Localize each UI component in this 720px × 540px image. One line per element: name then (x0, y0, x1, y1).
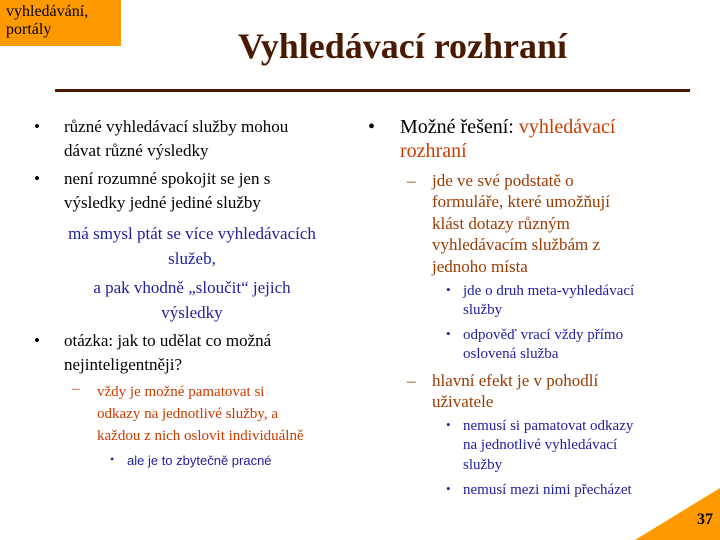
bullet-icon: • (446, 481, 451, 496)
left-bullet-2-line1: není rozumné spokojit se jen s (64, 169, 271, 188)
right-d1-line5: jednoho místa (432, 257, 528, 276)
right-s3-line2: na jednotlivé vyhledávací (463, 437, 618, 453)
note-line1: má smysl ptát se více vyhledávacích (68, 224, 316, 243)
bullet-icon: • (34, 331, 40, 350)
right-d2-line2: uživatele (432, 392, 494, 411)
bullet-icon: • (446, 326, 451, 341)
left-bullet-2-line2: výsledky jedné jediné služby (64, 193, 261, 212)
left-subsub: ale je to zbytečně pracné (127, 453, 272, 468)
left-sub-line1: vždy je možné pamatovat si (97, 384, 265, 400)
left-bullet-1-line1: různé vyhledávací služby mohou (64, 117, 289, 136)
section-tag-line1: vyhledávání, (6, 3, 89, 20)
note-line4: výsledky (161, 303, 223, 322)
right-s2-line2: oslovená služba (463, 346, 559, 362)
right-s4: nemusí mezi nimi přecházet (463, 482, 632, 498)
note-line2: služeb, (168, 249, 216, 268)
left-bullet-3-line1: otázka: jak to udělat co možná (64, 331, 272, 350)
section-tag (0, 0, 121, 46)
right-main-line1 (400, 114, 615, 140)
dash-icon: – (72, 381, 80, 397)
left-sub-line2: odkazy na jednotlivé služby, a (97, 406, 279, 422)
page-number: 37 (697, 511, 713, 528)
right-s1-line1: jde o druh meta-vyhledávací (463, 283, 635, 299)
right-s1-line2: služby (463, 302, 503, 318)
bullet-icon: • (110, 452, 115, 466)
right-s2-line1: odpověď vrací vždy přímo (463, 327, 624, 343)
slide-title: Vyhledávací rozhraní (238, 26, 568, 66)
left-bullet-3-line2: nejinteligentněji? (64, 355, 183, 374)
bullet-icon: • (446, 417, 451, 432)
right-d1-line2: formuláře, které umožňují (432, 192, 610, 211)
right-main-prefix: Možné řešení: (400, 116, 519, 138)
right-s3-line3: služby (463, 457, 503, 473)
bullet-icon: • (368, 116, 376, 138)
right-d2-line1: hlavní efekt je v pohodlí (432, 371, 599, 390)
right-d1-line3: klást dotazy různým (432, 214, 570, 233)
left-sub-line3: každou z nich oslovit individuálně (97, 428, 304, 444)
right-d1-line1: jde ve své podstatě o (432, 171, 574, 190)
note-line3: a pak vhodně „sloučit“ jejich (93, 278, 291, 297)
bullet-icon: • (34, 117, 40, 136)
dash-icon: – (407, 171, 416, 190)
bullet-icon: • (446, 282, 451, 297)
title-divider (55, 89, 690, 92)
dash-icon: – (407, 371, 416, 390)
section-tag-line2: portály (6, 21, 52, 38)
right-s3-line1: nemusí si pamatovat odkazy (463, 418, 634, 434)
left-bullet-1-line2: dávat různé výsledky (64, 141, 209, 160)
right-d1-line4: vyhledávacím službám z (432, 235, 601, 254)
right-main-line2: rozhraní (400, 140, 467, 162)
bullet-icon: • (34, 169, 40, 188)
right-main-highlight: vyhledávací (518, 116, 616, 138)
